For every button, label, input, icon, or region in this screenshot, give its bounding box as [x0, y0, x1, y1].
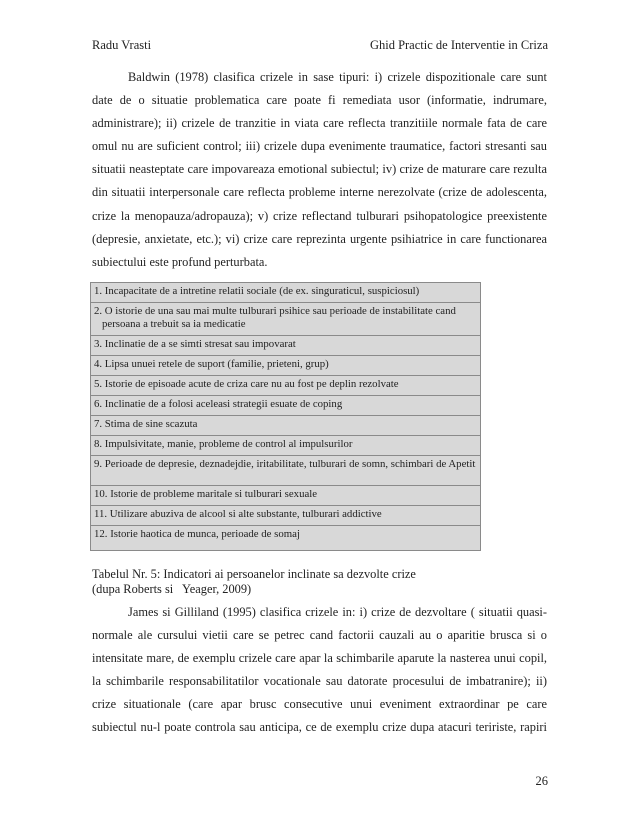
paragraph-line: James si Gilliland (1995) clasifica crizele in: i) crize de dezvoltare ( situatii quasi- — [128, 605, 547, 619]
table-cell: 1. Incapacitate de a intretine relatii sociale (de ex. singuraticul, suspiciosul) — [91, 283, 481, 303]
paragraph-james-gilliland — [92, 601, 547, 740]
table-row — [91, 303, 481, 336]
table-cell-text: 9. Perioade de depresie, deznadejdie, iritabilitate, tulburari de somn, schimbari de Apetit — [94, 458, 476, 470]
table-row — [91, 336, 481, 356]
paragraph-line: (depresie, anxietate, etc.); vi) crize care reprezinta urgente psihiatrice in care functionarea — [92, 231, 547, 246]
paragraph-line: Baldwin (1978) clasifica crizele in sase tipuri: i) crizele dispozitionale care sunt — [128, 70, 547, 84]
table-cell: 3. Inclinatie de a se simti stresat sau impovarat — [91, 336, 481, 356]
paragraph-line: normale ale cursului vietii care se petrec cand factorii cauzali au o aparitie brusca si o — [92, 628, 547, 643]
paragraph-line: crize situationale (care apar brusc consecutive unui eveniment extraordinar pe care — [92, 697, 547, 712]
table-row — [91, 506, 481, 526]
table-cell: 4. Lipsa unuei retele de suport (familie, prieteni, grup) — [91, 356, 481, 376]
paragraph-line: la schimbarile responsabilitatilor vocationale sau datorate procesului de imbatranire); ii) — [92, 674, 547, 689]
table-row — [91, 396, 481, 416]
table-row — [91, 526, 481, 551]
table-cell — [91, 456, 481, 486]
table-cell — [91, 303, 481, 336]
table-cell: 8. Impulsivitate, manie, probleme de control al impulsurilor — [91, 436, 481, 456]
paragraph-baldwin — [92, 66, 547, 274]
table-caption — [92, 567, 416, 597]
table-cell: 10. Istorie de probleme maritale si tulburari sexuale — [91, 486, 481, 506]
paragraph-line: situatii neasteptate care impovareaza emotional subiectul; iv) crize de maturare care rezulta — [92, 162, 547, 177]
crisis-indicators-table — [90, 282, 481, 551]
paragraph-line: crize la menopauza/adropauza); v) crize reflectand tulburari psihopatologice preexistente — [92, 208, 547, 223]
paragraph-line: omul nu are suficient control; iii) crizele dupa evenimente traumatice, factori stresanti sau — [92, 139, 547, 154]
table-row — [91, 436, 481, 456]
header-title: Ghid Practic de Interventie in Criza — [369, 38, 548, 52]
table-cell: 5. Istorie de episoade acute de criza care nu au fost pe deplin rezolvate — [91, 376, 481, 396]
table-row — [91, 416, 481, 436]
table-row — [91, 356, 481, 376]
table-row — [91, 283, 481, 303]
header-author: Radu Vrasti — [92, 38, 152, 52]
table-cell: 12. Istorie haotica de munca, perioade de somaj — [91, 526, 481, 551]
paragraph-line: subiectului este profund perturbata. — [92, 254, 268, 269]
table-row — [91, 376, 481, 396]
caption-line: Tabelul Nr. 5: Indicatori ai persoanelor inclinate sa dezvolte crize — [92, 567, 416, 581]
caption-source: (dupa Roberts si Yeager, 2009) — [92, 582, 252, 596]
paragraph-line: intensitate mare, de exemplu crizele care apar la schimbarile aparute la nasterea unui copil, — [92, 651, 547, 666]
table-cell: 6. Inclinatie de a folosi aceleasi strategii esuate de coping — [91, 396, 481, 416]
table-cell: 7. Stima de sine scazuta — [91, 416, 481, 436]
paragraph-line: subiectul nu-l poate controla sau anticipa, ce de exemplu crize dupa atacuri teririste, rapiri — [92, 720, 547, 735]
paragraph-line: date de o situatie problematica care poate fi remediata usor (informatie, indrumare, — [92, 93, 547, 108]
paragraph-line: din situatii interpersonale care reflecta probleme interne nerezolvate (crize de adolescenta, — [92, 185, 547, 200]
paragraph-line: administrare); ii) crizele de tranzitie in viata care reflecta tranzitiile normale fata de care — [92, 116, 547, 131]
page-number: 26 — [535, 774, 548, 788]
table-cell: 11. Utilizare abuziva de alcool si alte substante, tulburari addictive — [91, 506, 481, 526]
table-row — [91, 486, 481, 506]
table-row — [91, 456, 481, 486]
table-cell-text: 2. O istorie de una sau mai multe tulburari psihice sau perioade de instabilitate cand persoana a trebuit sa ia medicatie — [94, 305, 456, 330]
